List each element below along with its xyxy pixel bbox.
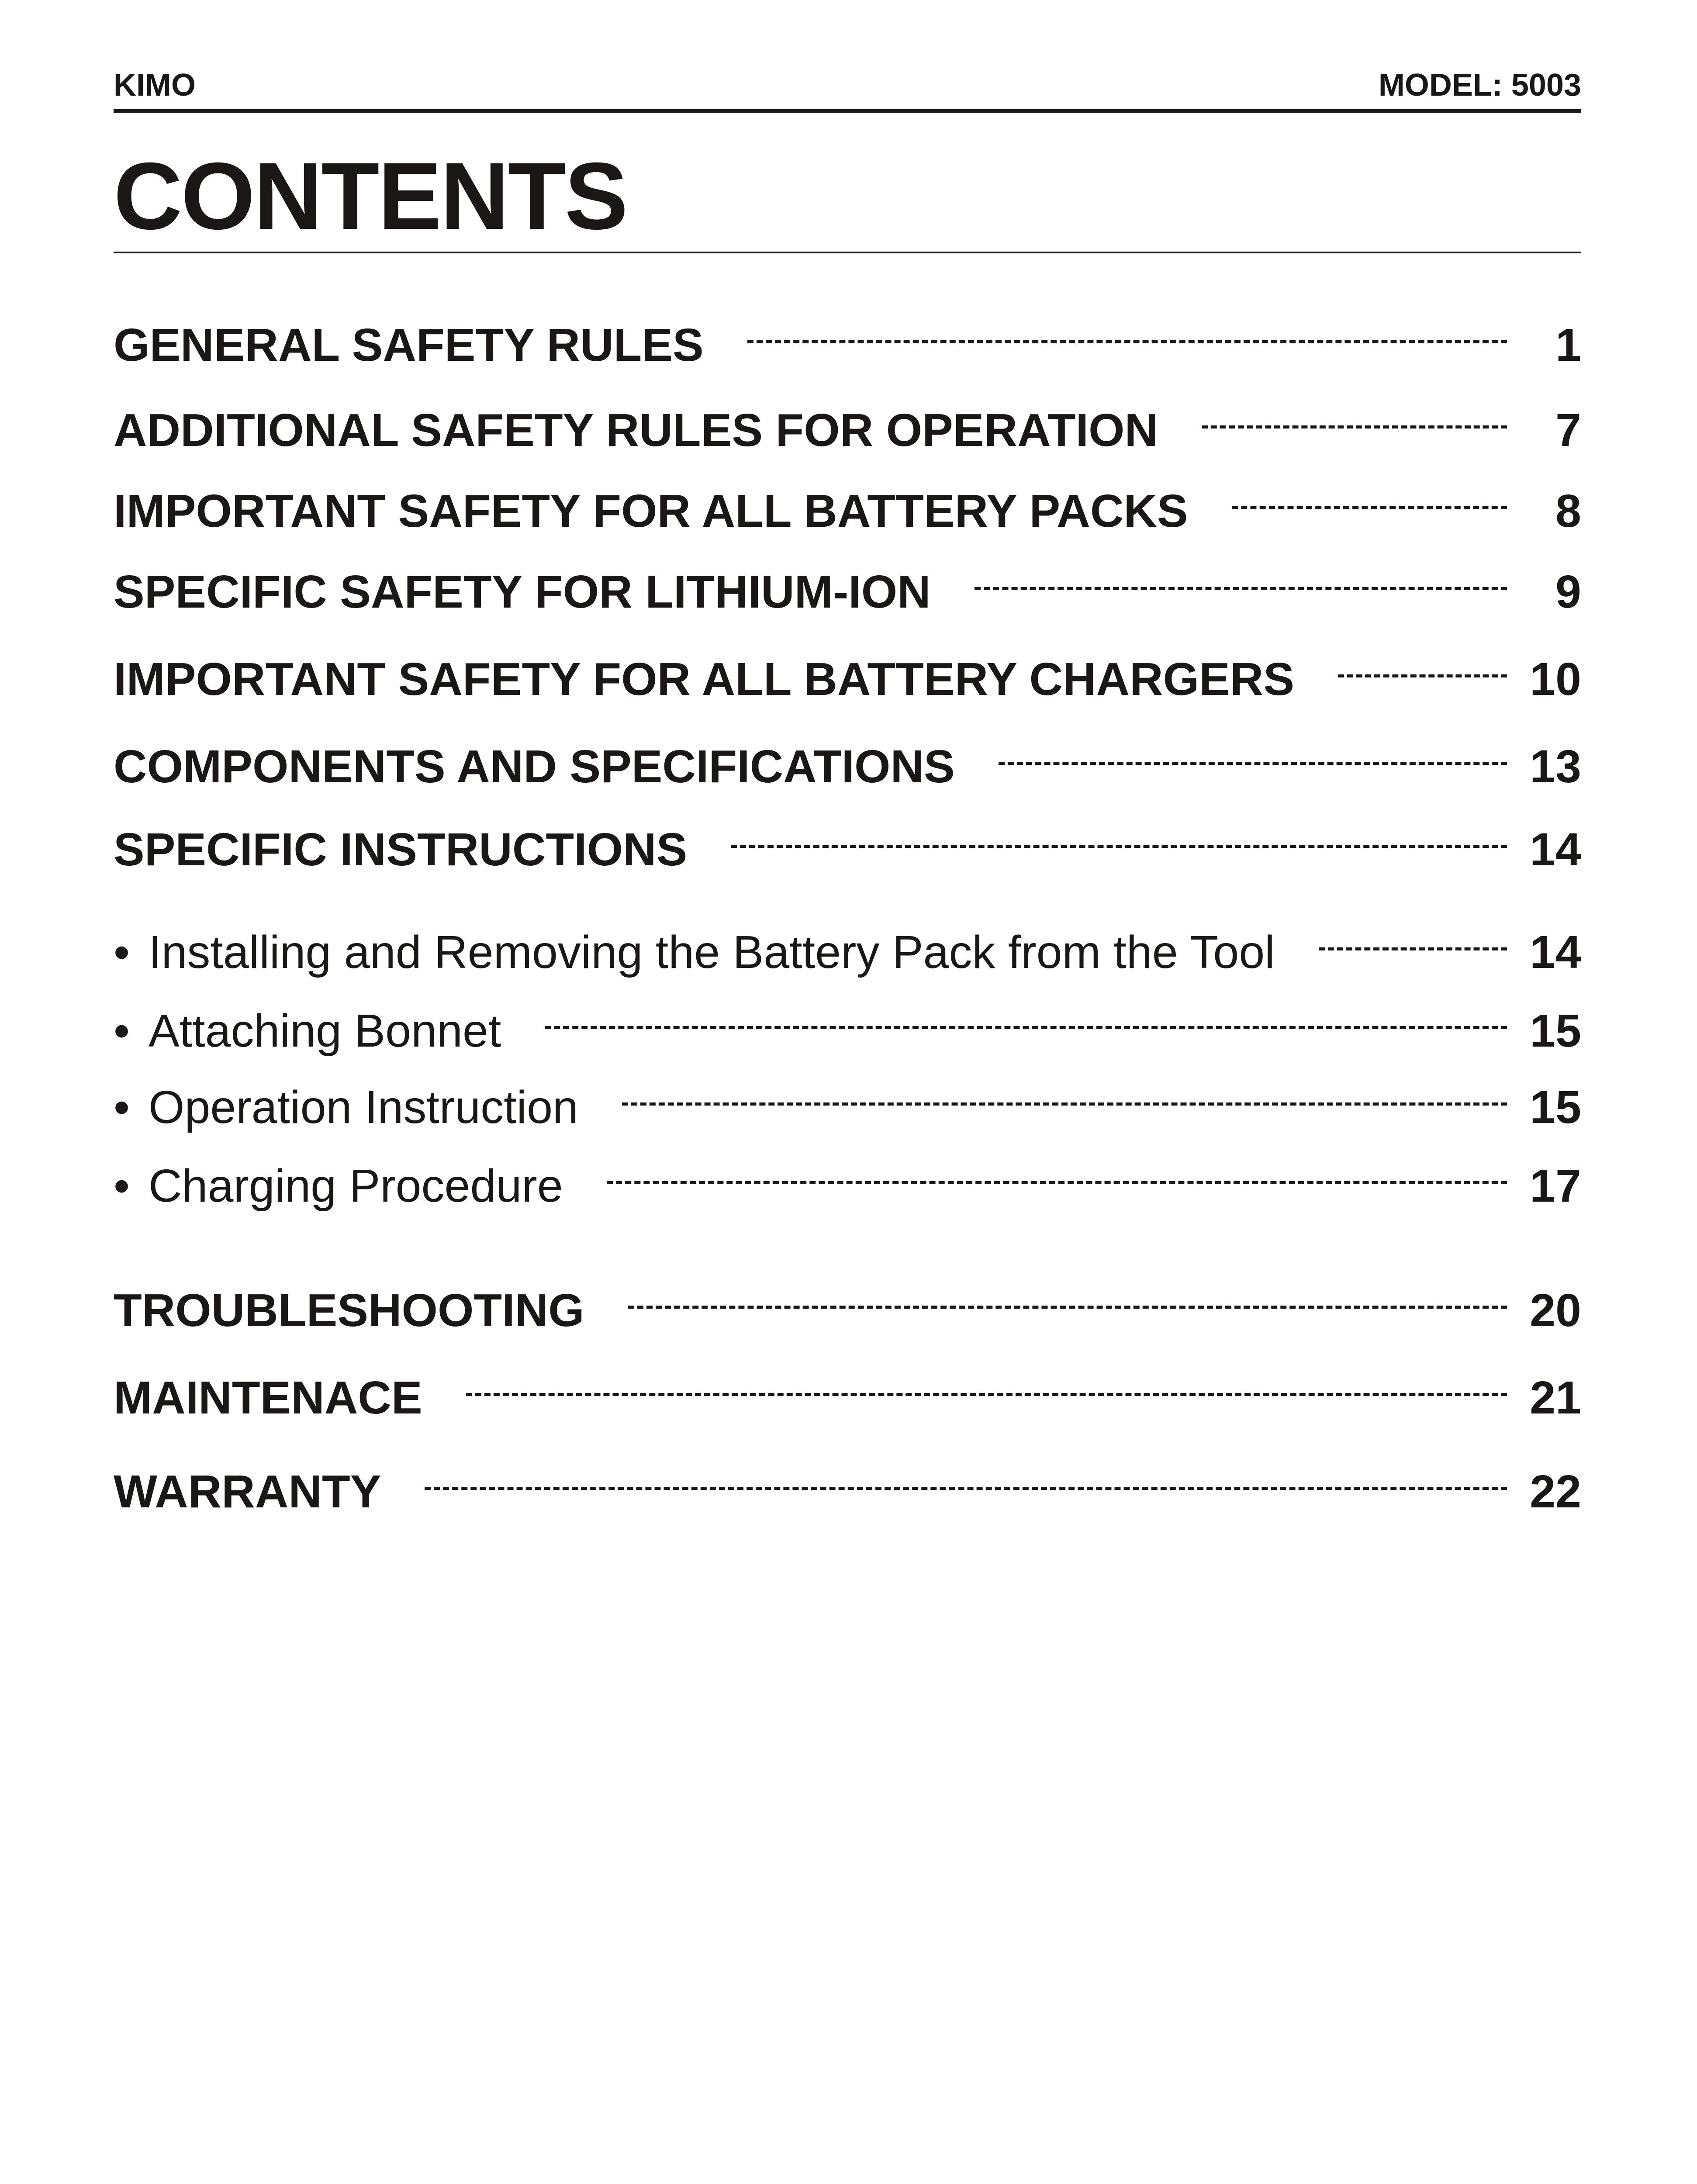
toc-subentry-installing-battery[interactable] <box>114 919 1581 985</box>
toc-entry-label: IMPORTANT SAFETY FOR ALL BATTERY CHARGERS <box>114 653 1295 705</box>
dot-leader <box>1319 947 1507 950</box>
toc-entry-label: WARRANTY <box>114 1466 381 1517</box>
toc-entry-maintenance[interactable] <box>114 1365 1581 1431</box>
toc-entry-page: 15 <box>1530 1082 1581 1133</box>
toc-subentry-operation-instruction[interactable] <box>114 1075 1581 1140</box>
page-title: CONTENTS <box>114 140 1581 253</box>
toc-entry-label: MAINTENACE <box>114 1372 422 1424</box>
toc-entry-label: Operation Instruction <box>149 1082 578 1133</box>
bullet-icon: • <box>114 1005 130 1057</box>
toc-entry-label: IMPORTANT SAFETY FOR ALL BATTERY PACKS <box>114 485 1188 537</box>
toc-entry-page: 10 <box>1530 653 1581 705</box>
toc-entry-warranty[interactable] <box>114 1459 1581 1524</box>
toc-subentry-attaching-bonnet[interactable] <box>114 998 1581 1064</box>
dot-leader <box>1202 425 1507 429</box>
bullet-icon: • <box>114 1082 130 1133</box>
toc-entry-label: GENERAL SAFETY RULES <box>114 319 704 371</box>
dot-leader <box>975 587 1507 590</box>
toc-entry-page: 8 <box>1555 485 1581 537</box>
toc-entry-additional-safety-rules[interactable] <box>114 397 1581 463</box>
dot-leader <box>545 1026 1507 1029</box>
dot-leader <box>425 1487 1507 1490</box>
dot-leader <box>622 1102 1507 1106</box>
toc-entry-page: 15 <box>1530 1005 1581 1057</box>
page-header <box>114 66 1581 113</box>
dot-leader <box>628 1306 1507 1309</box>
toc-entry-label: COMPONENTS AND SPECIFICATIONS <box>114 741 955 792</box>
toc-entry-troubleshooting[interactable] <box>114 1278 1581 1343</box>
toc-entry-label: ADDITIONAL SAFETY RULES FOR OPERATION <box>114 404 1158 456</box>
toc-entry-page: 17 <box>1530 1160 1581 1212</box>
toc-entry-battery-packs[interactable] <box>114 478 1581 544</box>
toc-entry-page: 9 <box>1555 566 1581 618</box>
toc-entry-label: Attaching Bonnet <box>149 1005 501 1057</box>
toc-entry-page: 13 <box>1530 741 1581 792</box>
toc-entry-lithium-ion[interactable] <box>114 559 1581 625</box>
dot-leader <box>466 1393 1507 1396</box>
toc-entry-label: SPECIFIC INSTRUCTIONS <box>114 824 688 875</box>
model-number: MODEL: 5003 <box>1378 68 1581 103</box>
dot-leader <box>747 340 1507 343</box>
toc-entry-battery-chargers[interactable] <box>114 646 1581 712</box>
bullet-icon: • <box>114 926 130 978</box>
toc-entry-page: 22 <box>1530 1466 1581 1517</box>
toc-entry-label: Charging Procedure <box>149 1160 563 1212</box>
dot-leader <box>731 845 1507 848</box>
toc-entry-page: 14 <box>1530 926 1581 978</box>
toc-entry-page: 7 <box>1555 404 1581 456</box>
toc-entry-page: 20 <box>1530 1285 1581 1336</box>
dot-leader <box>1338 674 1507 677</box>
dot-leader <box>607 1181 1507 1184</box>
toc-entry-label: Installing and Removing the Battery Pack from the Tool <box>149 926 1275 978</box>
toc-entry-page: 21 <box>1530 1372 1581 1424</box>
dot-leader <box>1232 506 1507 509</box>
toc-entry-label: SPECIFIC SAFETY FOR LITHIUM-ION <box>114 566 931 618</box>
toc-entry-general-safety-rules[interactable] <box>114 312 1581 378</box>
toc-entry-specific-instructions[interactable] <box>114 817 1581 882</box>
toc-entry-components[interactable] <box>114 734 1581 799</box>
toc-entry-page: 14 <box>1530 824 1581 875</box>
brand-name: KIMO <box>114 68 196 103</box>
dot-leader <box>999 762 1507 765</box>
bullet-icon: • <box>114 1160 130 1212</box>
toc-entry-page: 1 <box>1555 319 1581 371</box>
toc-entry-label: TROUBLESHOOTING <box>114 1285 584 1336</box>
toc-subentry-charging-procedure[interactable] <box>114 1153 1581 1219</box>
